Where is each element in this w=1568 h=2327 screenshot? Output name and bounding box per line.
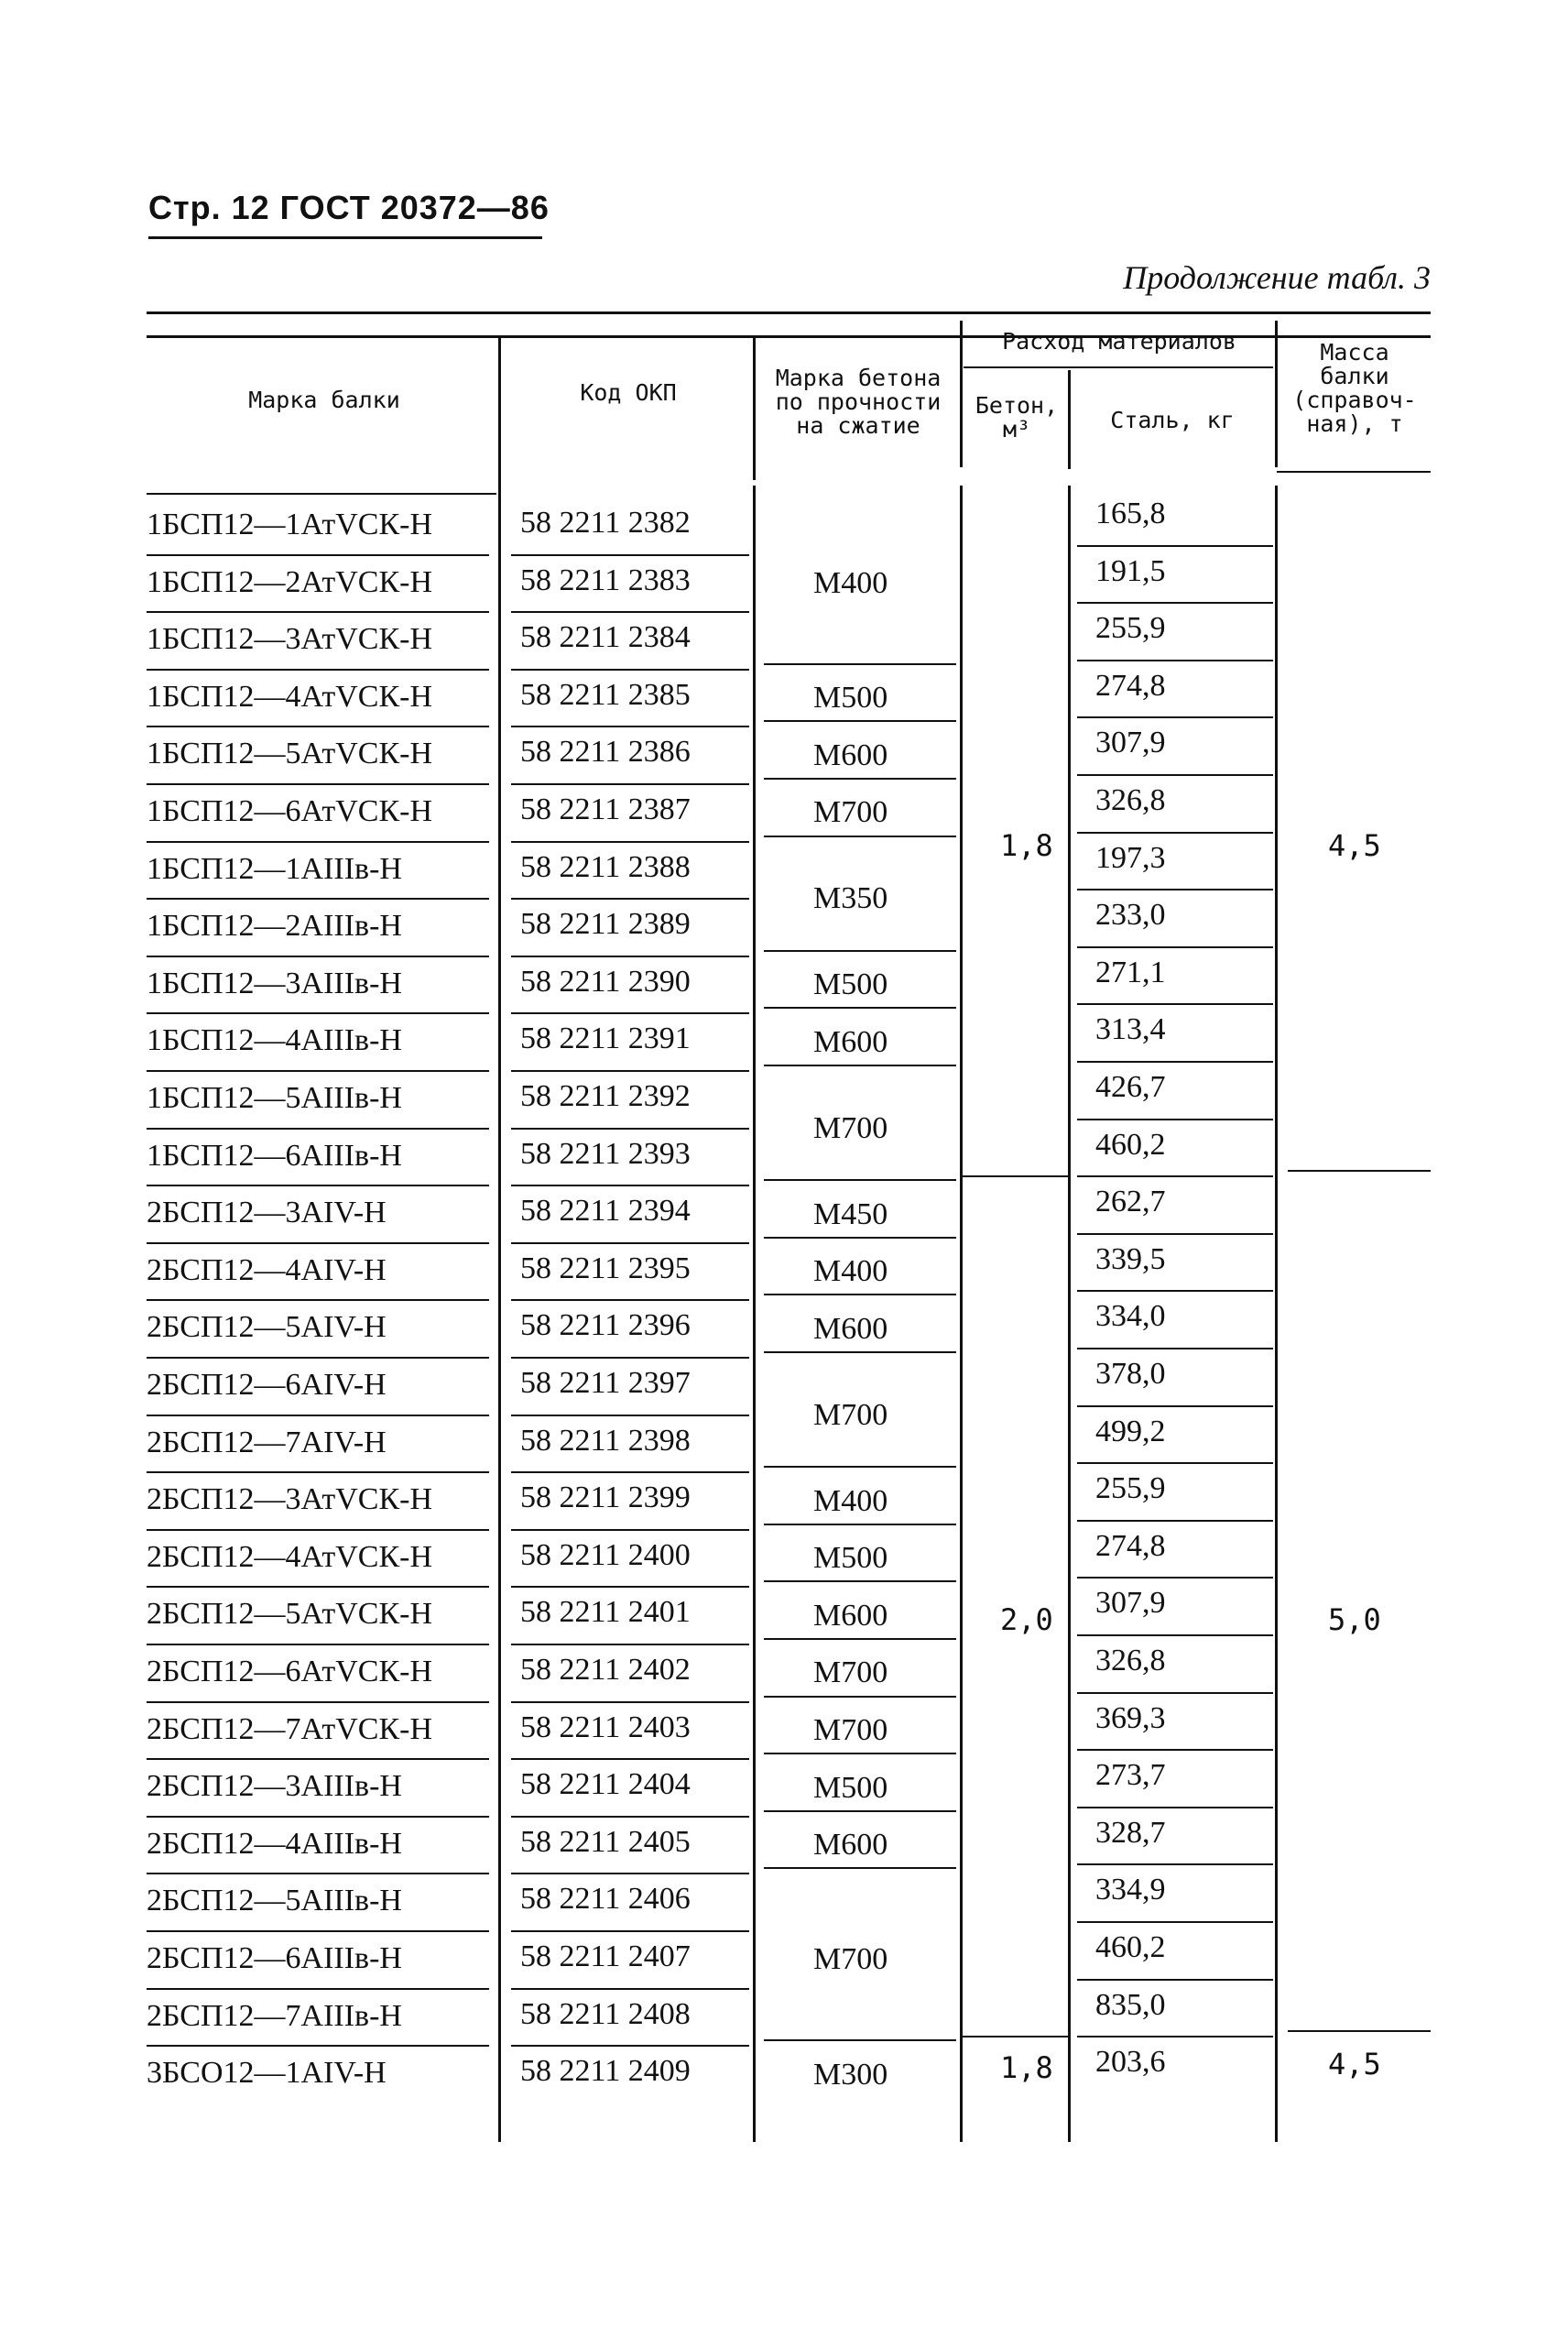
header-code: Код ОКП: [580, 379, 677, 406]
header-divider-3: [960, 321, 963, 467]
concrete-grade: М700: [813, 1655, 888, 1690]
code-underline: [511, 611, 749, 613]
code-underline: [511, 1873, 749, 1874]
okp-code: 58 2211 2409: [520, 2054, 691, 2089]
beam-brand: 1БСП12—4АтVСК-Н: [147, 679, 433, 714]
beam-brand: 1БСП12—5АIIIв-Н: [147, 1081, 402, 1115]
brand-underline: [147, 1012, 489, 1014]
steel-underline: [1077, 1061, 1273, 1063]
header-concrete-grade-line-1: Марка бетона: [775, 365, 942, 391]
code-underline: [511, 1988, 749, 1990]
grade-underline: [764, 1580, 956, 1582]
okp-code: 58 2211 2407: [520, 1939, 691, 1973]
brand-underline: [147, 669, 489, 671]
concrete-grade: М700: [813, 795, 888, 830]
brand-underline: [147, 1357, 489, 1359]
steel-kg: 271,1: [1095, 955, 1166, 989]
steel-underline: [1077, 1807, 1273, 1808]
code-underline: [511, 554, 749, 556]
concrete-grade: М500: [813, 1770, 888, 1805]
okp-code: 58 2211 2395: [520, 1251, 691, 1285]
steel-underline: [1077, 946, 1273, 948]
code-underline: [511, 1758, 749, 1760]
steel-underline: [1077, 1749, 1273, 1751]
okp-code: 58 2211 2400: [520, 1537, 691, 1572]
steel-kg: 165,8: [1095, 497, 1166, 530]
concrete-grade: М400: [813, 565, 888, 600]
header-mass-line-2: балки: [1320, 363, 1389, 389]
brand-underline: [147, 1242, 489, 1244]
header-divider-1: [498, 337, 501, 486]
beam-mass: 5,0: [1328, 1601, 1381, 1637]
concrete-grade: М350: [813, 881, 888, 916]
steel-kg: 233,0: [1095, 898, 1166, 933]
beam-brand: 3БСО12—1АIV-Н: [147, 2056, 387, 2091]
steel-underline: [1077, 1692, 1273, 1694]
grade-underline: [764, 950, 956, 952]
okp-code: 58 2211 2405: [520, 1824, 691, 1859]
steel-underline: [1077, 716, 1273, 718]
beam-brand: 1БСП12—1АтVСК-Н: [147, 508, 433, 541]
grade-underline: [764, 1294, 956, 1295]
beam-brand: 2БСП12—5АIIIв-Н: [147, 1884, 402, 1918]
okp-code: 58 2211 2391: [520, 1021, 691, 1056]
header-mass-line-4: ная), т: [1306, 410, 1403, 437]
brand-underline: [147, 1644, 489, 1645]
grade-underline: [764, 2039, 956, 2041]
brand-underline: [147, 898, 489, 900]
brand-underline: [147, 1471, 489, 1473]
header-concrete-grade-line-2: по прочности: [775, 388, 942, 415]
steel-underline: [1077, 1405, 1273, 1407]
grade-underline: [764, 1524, 956, 1525]
steel-underline: [1077, 1233, 1273, 1235]
brand-underline: [147, 1529, 489, 1531]
code-underline: [511, 1012, 749, 1014]
caption-rule: [147, 311, 1431, 314]
steel-underline: [1077, 774, 1273, 776]
concrete-grade: М600: [813, 1311, 888, 1346]
steel-kg: 273,7: [1095, 1758, 1166, 1793]
brand-underline: [147, 1586, 489, 1588]
grade-underline: [764, 1237, 956, 1239]
concrete-grade: М700: [813, 1110, 888, 1145]
code-underline: [511, 1644, 749, 1645]
steel-underline: [1077, 1979, 1273, 1981]
beam-brand: 1БСП12—3АтVСК-Н: [147, 622, 433, 657]
mass-group-rule: [1288, 2030, 1431, 2032]
beam-brand: 1БСП12—6АтVСК-Н: [147, 794, 433, 828]
code-underline: [511, 1816, 749, 1818]
grade-underline: [764, 720, 956, 722]
beam-brand: 2БСП12—3АтVСК-Н: [147, 1482, 433, 1517]
okp-code: 58 2211 2403: [520, 1710, 691, 1744]
okp-code: 58 2211 2392: [520, 1079, 691, 1113]
steel-kg: 262,7: [1095, 1185, 1166, 1219]
steel-kg: 328,7: [1095, 1815, 1166, 1850]
code-underline: [511, 898, 749, 900]
steel-underline: [1077, 1348, 1273, 1349]
steel-underline: [1077, 832, 1273, 834]
brand-underline: [147, 1185, 489, 1186]
code-underline: [511, 1930, 749, 1932]
steel-underline: [1077, 1175, 1273, 1177]
grade-underline: [764, 1753, 956, 1754]
beam-brand: 1БСП12—1АIIIв-Н: [147, 851, 402, 886]
okp-code: 58 2211 2384: [520, 620, 691, 655]
steel-underline: [1077, 1921, 1273, 1923]
code-underline: [511, 2045, 749, 2047]
concrete-grade: М500: [813, 1541, 888, 1576]
concrete-grade: М600: [813, 1024, 888, 1059]
steel-underline: [1077, 1520, 1273, 1522]
brand-underline: [147, 1988, 489, 1990]
steel-kg: 339,5: [1095, 1241, 1166, 1276]
header-concrete-volume-line-1: Бетон,: [975, 392, 1059, 419]
beam-brand: 1БСП12—6АIIIв-Н: [147, 1138, 402, 1173]
steel-underline: [1077, 889, 1273, 890]
steel-kg: 307,9: [1095, 726, 1166, 760]
brand-underline: [147, 1415, 489, 1416]
concrete-grade: М600: [813, 737, 888, 772]
header-mass: [1279, 341, 1431, 436]
steel-underline: [1077, 602, 1273, 604]
beam-brand: 2БСП12—6АIIIв-Н: [147, 1941, 402, 1975]
brand-underline: [147, 1816, 489, 1818]
steel-underline: [1077, 1003, 1273, 1005]
concrete-volume: 1,8: [1000, 2050, 1053, 2086]
beam-brand: 1БСП12—2АIIIв-Н: [147, 909, 402, 944]
okp-code: 58 2211 2385: [520, 677, 691, 712]
okp-code: 58 2211 2389: [520, 907, 691, 942]
brand-underline: [147, 1930, 489, 1932]
brand-underline: [147, 611, 489, 613]
steel-kg: 334,0: [1095, 1299, 1166, 1334]
concrete-grade: М700: [813, 1712, 888, 1747]
steel-kg: 460,2: [1095, 1127, 1166, 1162]
steel-underline: [1077, 1634, 1273, 1636]
concrete-grade: М600: [813, 1828, 888, 1863]
steel-kg: 326,8: [1095, 783, 1166, 817]
page-header-rule: [148, 236, 542, 239]
steel-kg: 307,9: [1095, 1586, 1166, 1621]
mass-group-rule: [1288, 1170, 1431, 1172]
okp-code: 58 2211 2397: [520, 1366, 691, 1400]
grade-underline: [764, 1179, 956, 1181]
beam-brand: 2БСП12—6АтVСК-Н: [147, 1655, 433, 1688]
header-concrete-volume-line-2: м³: [1002, 416, 1031, 442]
beam-brand: 2БСП12—4АIIIв-Н: [147, 1826, 402, 1861]
steel-underline: [1077, 2036, 1273, 2037]
steel-kg: 274,8: [1095, 668, 1166, 703]
brand-underline: [147, 726, 489, 727]
okp-code: 58 2211 2386: [520, 735, 691, 770]
okp-code: 58 2211 2406: [520, 1882, 691, 1917]
steel-underline: [1077, 545, 1273, 547]
steel-kg: 313,4: [1095, 1012, 1166, 1047]
header-divider-2: [753, 337, 756, 480]
okp-code: 58 2211 2402: [520, 1653, 691, 1687]
header-consumption: Расход материалов: [1002, 328, 1236, 355]
header-bottom-rule-right: [1277, 471, 1431, 473]
code-underline: [511, 1701, 749, 1703]
steel-underline: [1077, 660, 1273, 661]
steel-kg: 255,9: [1095, 611, 1166, 646]
okp-code: 58 2211 2404: [520, 1767, 691, 1802]
code-underline: [511, 1128, 749, 1130]
header-divider-5: [1275, 321, 1278, 467]
steel-underline: [1077, 1577, 1273, 1579]
concrete-grade: М400: [813, 1483, 888, 1518]
code-underline: [511, 1070, 749, 1072]
brand-underline: [147, 554, 489, 556]
header-mass-line-1: Масса: [1320, 339, 1389, 366]
steel-underline: [1077, 1290, 1273, 1292]
okp-code: 58 2211 2394: [520, 1194, 691, 1229]
concrete-volume: 2,0: [1000, 1601, 1053, 1637]
okp-code: 58 2211 2388: [520, 849, 691, 884]
steel-kg: 274,8: [1095, 1528, 1166, 1563]
beam-brand: 2БСП12—5АтVСК-Н: [147, 1597, 433, 1632]
brand-underline: [147, 1299, 489, 1301]
header-brand: Марка балки: [248, 387, 400, 413]
code-underline: [511, 956, 749, 957]
grade-underline: [764, 1696, 956, 1698]
code-underline: [511, 1471, 749, 1473]
brand-underline: [147, 1758, 489, 1760]
concrete-grade: М500: [813, 967, 888, 1002]
grade-underline: [764, 1638, 956, 1640]
concrete-grade: М500: [813, 681, 888, 716]
brand-underline: [147, 1701, 489, 1703]
code-underline: [511, 1529, 749, 1531]
header-concrete-grade-line-3: на сжатие: [796, 412, 920, 439]
steel-underline: [1077, 1863, 1273, 1865]
brand-underline: [147, 1873, 489, 1874]
beam-mass: 4,5: [1328, 827, 1381, 863]
steel-underline: [1077, 1462, 1273, 1464]
code-underline: [511, 783, 749, 785]
grade-underline: [764, 1466, 956, 1468]
beam-brand: 2БСП12—3АIIIв-Н: [147, 1769, 402, 1804]
brand-underline: [147, 1070, 489, 1072]
steel-kg: 197,3: [1095, 840, 1166, 875]
okp-code: 58 2211 2387: [520, 792, 691, 826]
brand-underline: [147, 1128, 489, 1130]
grade-underline: [764, 1065, 956, 1066]
concrete-grade: М700: [813, 1942, 888, 1977]
steel-underline: [1077, 1119, 1273, 1120]
steel-kg: 255,9: [1095, 1471, 1166, 1506]
code-underline: [511, 1415, 749, 1416]
brand-underline: [147, 2045, 489, 2047]
beam-brand: 2БСП12—3АIV-Н: [147, 1196, 387, 1230]
header-steel: Сталь, кг: [1110, 407, 1235, 433]
steel-kg: 426,7: [1095, 1070, 1166, 1104]
header-divider-4: [1068, 370, 1071, 469]
beam-brand: 2БСП12—5АIV-Н: [147, 1310, 387, 1345]
page-header: Стр. 12 ГОСТ 20372—86: [148, 189, 550, 226]
brand-underline: [147, 841, 489, 843]
steel-kg: 326,8: [1095, 1644, 1166, 1677]
code-underline: [511, 1242, 749, 1244]
concrete-grade: М300: [813, 2057, 888, 2092]
volume-group-rule: [962, 2036, 1068, 2037]
beam-brand: 2БСП12—4АтVСК-Н: [147, 1539, 433, 1574]
okp-code: 58 2211 2408: [520, 1996, 691, 2031]
concrete-grade: М450: [813, 1196, 888, 1231]
code-underline: [511, 841, 749, 843]
beam-brand: 1БСП12—4АIIIв-Н: [147, 1023, 402, 1058]
grade-underline: [764, 663, 956, 665]
code-underline: [511, 1586, 749, 1588]
okp-code: 58 2211 2396: [520, 1308, 691, 1343]
code-underline: [511, 669, 749, 671]
beam-brand: 2БСП12—7АIV-Н: [147, 1425, 387, 1459]
concrete-grade: М600: [813, 1598, 888, 1633]
table-caption: Продолжение табл. 3: [1123, 259, 1431, 296]
beam-brand: 1БСП12—2АтVСК-Н: [147, 564, 433, 599]
grade-underline: [764, 836, 956, 837]
okp-code: 58 2211 2393: [520, 1136, 691, 1171]
volume-group-rule: [962, 1175, 1068, 1177]
beam-brand: 2БСП12—7АIIIв-Н: [147, 1998, 402, 2033]
header-mass-line-3: (справоч-: [1292, 387, 1417, 413]
okp-code: 58 2211 2401: [520, 1595, 691, 1630]
steel-kg: 460,2: [1095, 1930, 1166, 1964]
steel-kg: 191,5: [1095, 553, 1166, 588]
okp-code: 58 2211 2390: [520, 964, 691, 999]
grade-underline: [764, 1351, 956, 1353]
beam-mass: 4,5: [1328, 2047, 1381, 2082]
code-underline: [511, 1185, 749, 1186]
code-underline: [511, 1357, 749, 1359]
steel-kg: 499,2: [1095, 1414, 1166, 1448]
beam-brand: 2БСП12—7АтVСК-Н: [147, 1711, 433, 1746]
concrete-grade: М700: [813, 1397, 888, 1432]
header-concrete-grade: [757, 366, 960, 438]
okp-code: 58 2211 2399: [520, 1480, 691, 1515]
concrete-volume: 1,8: [1000, 827, 1053, 863]
beam-brand: 2БСП12—4АIV-Н: [147, 1252, 387, 1287]
steel-kg: 203,6: [1095, 2045, 1166, 2080]
okp-code: 58 2211 2398: [520, 1423, 691, 1458]
concrete-grade: М400: [813, 1254, 888, 1289]
steel-kg: 835,0: [1095, 1987, 1166, 2022]
code-underline: [511, 726, 749, 727]
header-consumption-rule: [964, 366, 1273, 368]
beam-brand: 1БСП12—5АтVСК-Н: [147, 737, 433, 771]
code-underline: [511, 1299, 749, 1301]
okp-code: 58 2211 2382: [520, 506, 691, 540]
steel-kg: 378,0: [1095, 1357, 1166, 1391]
grade-underline: [764, 1007, 956, 1009]
brand-underline: [147, 783, 489, 785]
grade-underline: [764, 778, 956, 780]
okp-code: 58 2211 2383: [520, 563, 691, 597]
steel-kg: 369,3: [1095, 1700, 1166, 1735]
header-bottom-rule-left: [147, 493, 496, 495]
grade-underline: [764, 1867, 956, 1869]
header-concrete-volume: [964, 394, 1070, 442]
brand-underline: [147, 956, 489, 957]
beam-brand: 1БСП12—3АIIIв-Н: [147, 966, 402, 1000]
grade-underline: [764, 1810, 956, 1812]
beam-brand: 2БСП12—6АIV-Н: [147, 1368, 387, 1402]
steel-kg: 334,9: [1095, 1873, 1166, 1907]
